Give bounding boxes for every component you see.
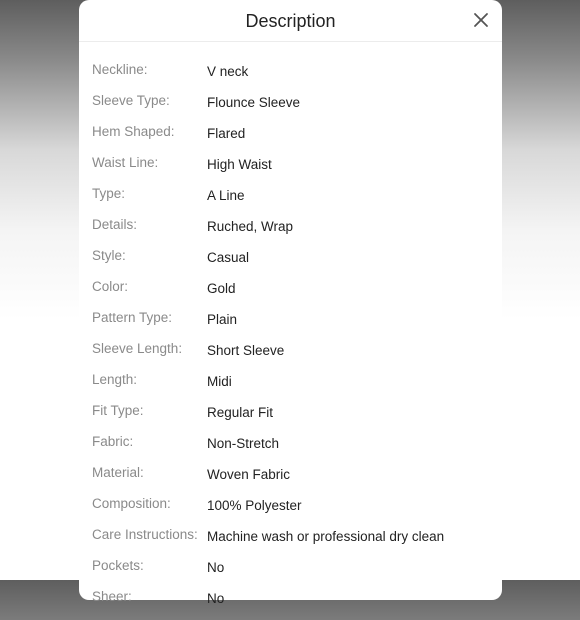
attribute-value: No (207, 591, 225, 606)
attribute-row (92, 589, 492, 620)
attribute-label: Material: (92, 465, 144, 480)
attribute-value: High Waist (207, 157, 272, 172)
attribute-label: Length: (92, 372, 138, 387)
attribute-label: Hem Shaped: (92, 124, 175, 139)
attribute-label: Fit Type: (92, 403, 144, 418)
attribute-label: Composition: (92, 496, 171, 511)
attribute-value: Plain (207, 312, 238, 327)
close-icon (472, 11, 490, 29)
attribute-row (92, 155, 492, 186)
attribute-row (92, 279, 492, 310)
modal-header (79, 0, 502, 42)
attribute-label: Care Instructions: (92, 527, 198, 542)
attribute-value: Casual (207, 250, 250, 265)
close-button[interactable] (472, 11, 490, 29)
attribute-label: Sleeve Type: (92, 93, 170, 108)
attribute-value: Regular Fit (207, 405, 274, 420)
attribute-row (92, 310, 492, 341)
attribute-row (92, 93, 492, 124)
attribute-list (92, 62, 492, 620)
attribute-row (92, 186, 492, 217)
attribute-row (92, 496, 492, 527)
attribute-value: Non-Stretch (207, 436, 280, 451)
attribute-value: Machine wash or professional dry clean (207, 529, 445, 544)
modal-title: Description (245, 11, 336, 31)
attribute-label: Fabric: (92, 434, 134, 449)
attribute-value: Flared (207, 126, 246, 141)
attribute-row (92, 62, 492, 93)
attribute-value: Gold (207, 281, 236, 296)
attribute-row (92, 217, 492, 248)
attribute-label: Color: (92, 279, 129, 294)
attribute-label: Waist Line: (92, 155, 159, 170)
attribute-row (92, 403, 492, 434)
description-modal (79, 0, 502, 606)
attribute-value: A Line (207, 188, 245, 203)
attribute-row (92, 465, 492, 496)
attribute-label: Type: (92, 186, 126, 201)
attribute-row (92, 124, 492, 155)
attribute-label: Details: (92, 217, 138, 232)
attribute-value: 100% Polyester (207, 498, 302, 513)
attribute-label: Sleeve Length: (92, 341, 183, 356)
attribute-label: Pockets: (92, 558, 144, 573)
attribute-label: Neckline: (92, 62, 148, 77)
attribute-row (92, 248, 492, 279)
attribute-value: No (207, 560, 225, 575)
attribute-row (92, 434, 492, 465)
attribute-value: Ruched, Wrap (207, 219, 294, 234)
attribute-label: Style: (92, 248, 126, 263)
attribute-value: Woven Fabric (207, 467, 291, 482)
attribute-row (92, 527, 492, 558)
attribute-row (92, 372, 492, 403)
attribute-value: V neck (207, 64, 249, 79)
attribute-value: Flounce Sleeve (207, 95, 301, 110)
attribute-value: Midi (207, 374, 232, 389)
attribute-row (92, 558, 492, 589)
attribute-label: Sheer: (92, 589, 132, 604)
attribute-value: Short Sleeve (207, 343, 285, 358)
attribute-label: Pattern Type: (92, 310, 173, 325)
attribute-row (92, 341, 492, 372)
